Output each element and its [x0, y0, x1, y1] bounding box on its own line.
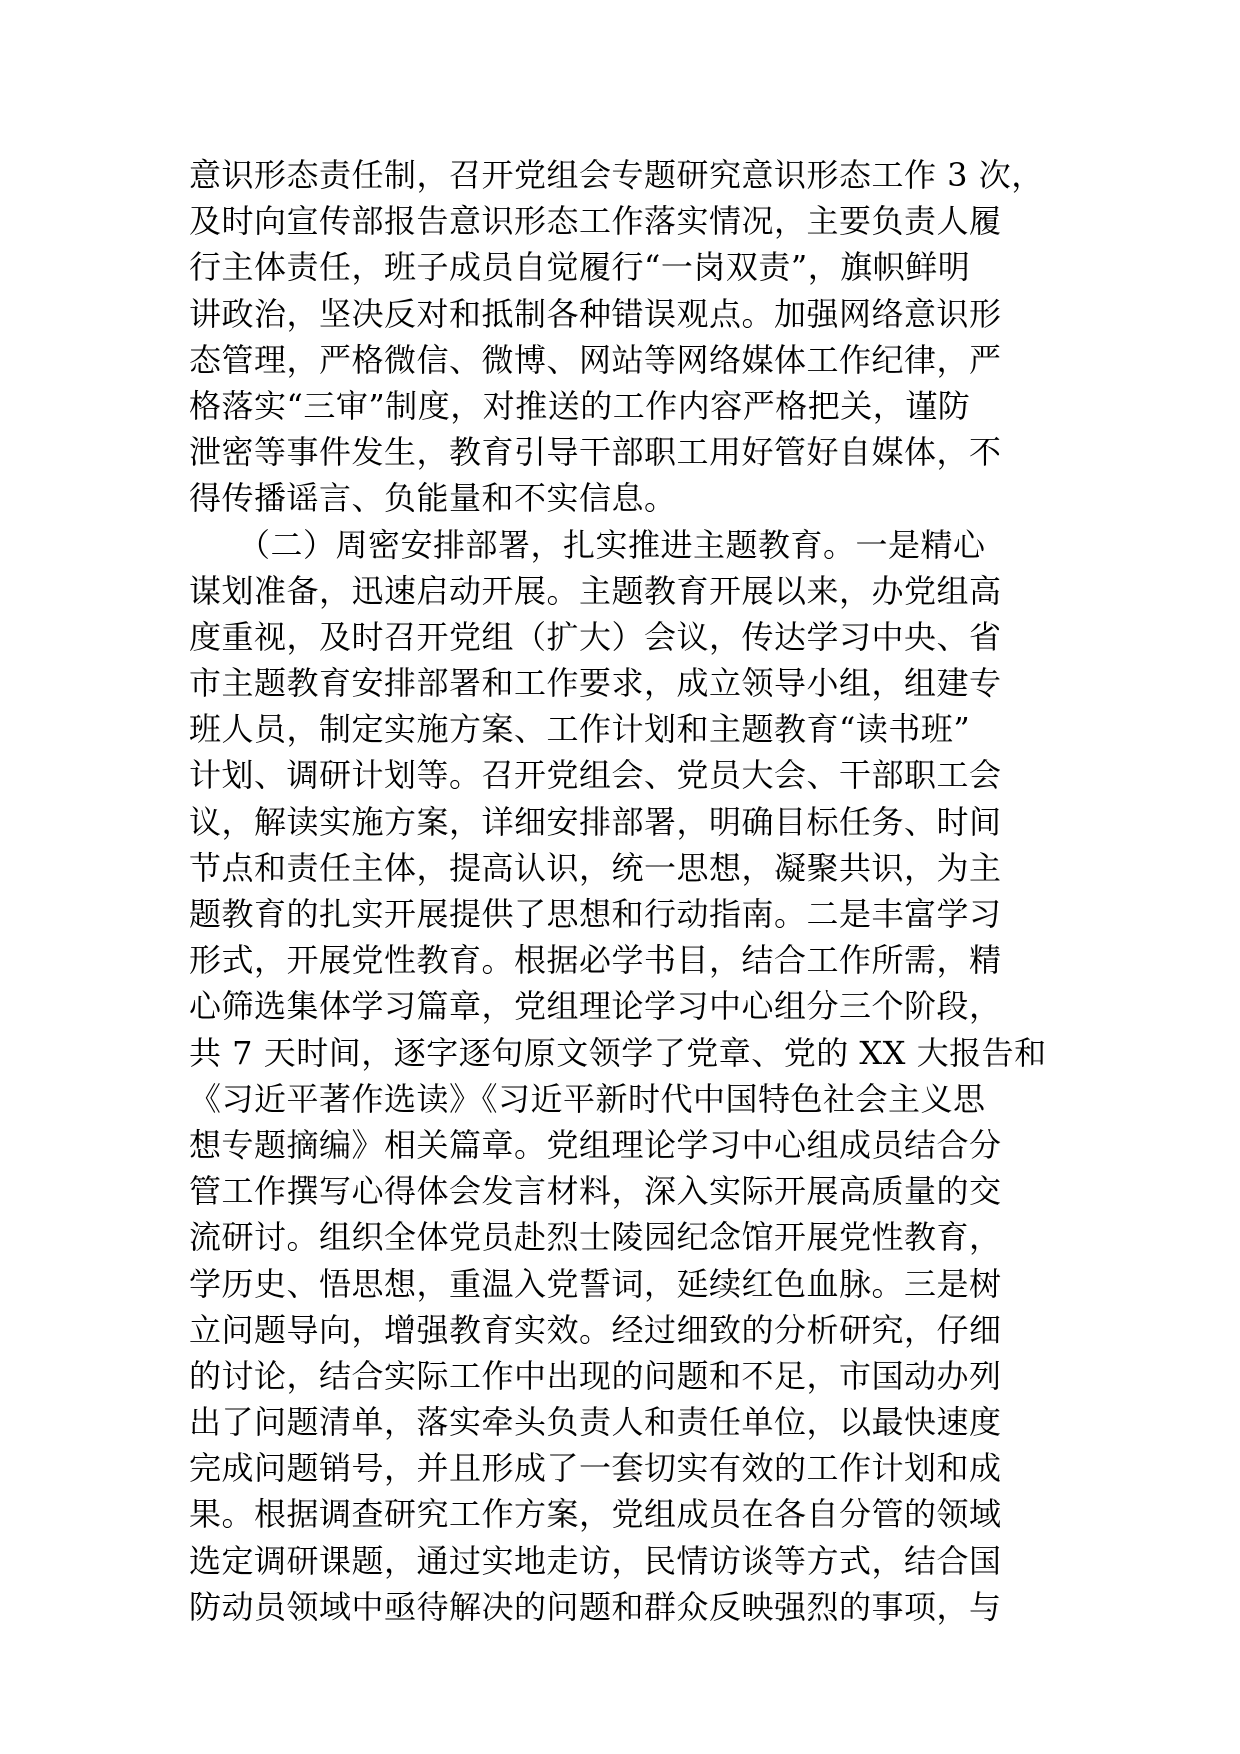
text-line: 意识形态责任制，召开党组会专题研究意识形态工作 3 次，	[189, 156, 1044, 194]
text-line: 议，解读实施方案，详细安排部署，明确目标任务、时间	[189, 802, 1002, 841]
text-line: （二）周密安排部署，扎实推进主题教育。一是精心	[189, 525, 986, 564]
text-line: 管工作撰写心得体会发言材料，深入实际开展高质量的交	[189, 1172, 1002, 1211]
text-line: 的讨论，结合实际工作中出现的问题和不足，市国动办列	[189, 1356, 1002, 1395]
text-line: 讲政治，坚决反对和抵制各种错误观点。加强网络意识形	[189, 294, 1002, 333]
text-line: 度重视，及时召开党组（扩大）会议，传达学习中央、省	[189, 617, 1002, 656]
text-line: 选定调研课题，通过实地走访，民情访谈等方式，结合国	[189, 1541, 1002, 1580]
text-line: 共 7 天时间，逐字逐句原文领学了党章、党的 XX 大报告和	[189, 1033, 1047, 1072]
text-line: 市主题教育安排部署和工作要求，成立领导小组，组建专	[189, 664, 1002, 703]
text-line: 态管理，严格微信、微博、网站等网络媒体工作纪律，严	[189, 340, 1002, 379]
body-text	[189, 152, 1069, 1630]
text-line: 班人员，制定实施方案、工作计划和主题教育“读书班”	[189, 710, 971, 749]
text-line: 泄密等事件发生，教育引导干部职工用好管好自媒体，不	[189, 433, 1002, 472]
text-line: 流研讨。组织全体党员赴烈士陵园纪念馆开展党性教育，	[189, 1218, 1002, 1257]
text-line: 节点和责任主体，提高认识，统一思想，凝聚共识，为主	[189, 848, 1002, 887]
text-line: 想专题摘编》相关篇章。党组理论学习中心组成员结合分	[189, 1125, 1002, 1164]
text-line: 出了问题清单，落实牵头负责人和责任单位，以最快速度	[189, 1403, 1002, 1442]
text-line: 题教育的扎实开展提供了思想和行动指南。二是丰富学习	[189, 895, 1002, 933]
text-line: 谋划准备，迅速启动开展。主题教育开展以来，办党组高	[189, 571, 1002, 610]
text-line: 心筛选集体学习篇章，党组理论学习中心组分三个阶段，	[189, 987, 1002, 1026]
text-line: 果。根据调查研究工作方案，党组成员在各自分管的领域	[189, 1495, 1002, 1534]
text-line: 立问题导向，增强教育实效。经过细致的分析研究，仔细	[189, 1310, 1002, 1349]
text-line: 学历史、悟思想，重温入党誓词，延续红色血脉。三是树	[189, 1264, 1002, 1303]
text-line: 《习近平著作选读》《习近平新时代中国特色社会主义思	[189, 1079, 986, 1118]
text-line: 得传播谣言、负能量和不实信息。	[189, 479, 677, 518]
text-line: 行主体责任，班子成员自觉履行“一岗双责”，旗帜鲜明	[189, 248, 971, 287]
text-line: 完成问题销号，并且形成了一套切实有效的工作计划和成	[189, 1449, 1002, 1488]
text-line: 及时向宣传部报告意识形态工作落实情况，主要负责人履	[189, 202, 1002, 241]
text-line: 格落实“三审”制度，对推送的工作内容严格把关，谨防	[189, 386, 971, 425]
text-line: 形式，开展党性教育。根据必学书目，结合工作所需，精	[189, 941, 1002, 980]
text-line: 防动员领域中亟待解决的问题和群众反映强烈的事项，与	[189, 1587, 1002, 1626]
text-line: 计划、调研计划等。召开党组会、党员大会、干部职工会	[189, 756, 1002, 795]
